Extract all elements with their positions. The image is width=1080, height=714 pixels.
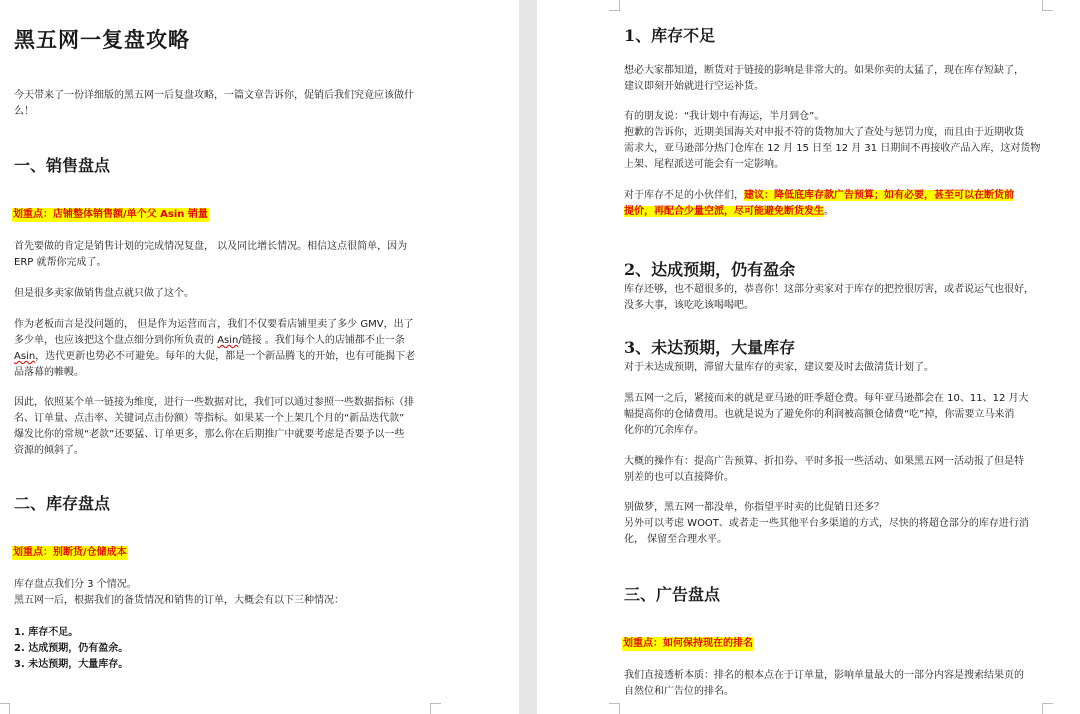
below-p2-line: 幅提高你的仓储费用。也就是说为了避免你的利润被高额仓储费“吃”掉，你需要立马来消 — [624, 409, 1015, 420]
list-item: 3. 未达预期，大量库存。 — [14, 659, 129, 670]
sales-paragraph-2: 但是很多卖家做销售盘点就只做了这个。 — [14, 288, 194, 299]
stock-p3-line-2 — [624, 204, 1014, 220]
section-heading-sales: 一、销售盘点 — [14, 156, 111, 175]
below-expectations-paragraph-3 — [624, 454, 1024, 486]
below-p2-line: 化你的冗余库存。 — [624, 425, 704, 436]
document-title: 黑五网一复盘攻略 — [14, 27, 190, 52]
stock-p2-line: 有的朋友说：“我计划中有海运，半月到仓”。 — [624, 111, 825, 122]
sales-p4-line: 资源的倾斜了。 — [14, 445, 84, 456]
below-p4-line: 另外可以考虑 WOOT、或者走一些其他平台多渠道的方式，尽快的将超仓部分的库存进行消 — [624, 518, 1029, 529]
stock-p1-line: 想必大家都知道，断货对于链接的影响是非常大的。如果你卖的太猛了，现在库存短缺了， — [624, 65, 1024, 76]
key-point-ads: 划重点：如何保持现在的排名 — [623, 638, 753, 649]
intro-line-1: 今天带来了一份详细版的黑五网一后复盘攻略，一篇文章告诉你，促销后我们究竟应该做什 — [14, 90, 414, 101]
margin-corner-mark — [0, 703, 10, 714]
sales-p3-line-3 — [14, 349, 415, 365]
document-page-right — [537, 0, 1080, 714]
stock-p3-text: 对于库存不足的小伙伴们， — [624, 190, 744, 201]
intro-paragraph — [14, 88, 414, 120]
met-expectations-paragraph — [624, 282, 1034, 314]
sales-p4-line: 爆发比你的常规“老款”还要猛、订单更多，那么你在后期推广中就要考虑是否要予以一些 — [14, 429, 405, 440]
page-gutter — [519, 0, 537, 714]
sales-p3-text: ，迭代更新也势必不可避免。每年的大促，都是一个新品腾飞的开始，也有可能揭下老 — [35, 351, 416, 362]
margin-corner-mark — [430, 703, 441, 714]
below-p4-line: 化， 保留至合理水平。 — [624, 534, 728, 545]
asin-word: Asin — [217, 335, 239, 346]
ads-p1-line: 我们直接透析本质：排名的根本点在于订单量，影响单量最大的一部分内容是搜索结果页的 — [624, 670, 1024, 681]
section-heading-ads: 三、广告盘点 — [624, 585, 721, 604]
below-expectations-paragraph-2 — [624, 391, 1029, 439]
list-item: 1. 库存不足。 — [14, 627, 79, 638]
subheading-insufficient-stock: 1、库存不足 — [624, 26, 716, 45]
inventory-paragraph-1 — [14, 577, 344, 609]
inventory-scenario-list — [14, 625, 128, 673]
stock-p2-line: 抱歉的告诉你，近期美国海关对申报不符的货物加大了查处与惩罚力度，而且由于近期收货 — [624, 127, 1024, 138]
sales-p1-line-1: 首先要做的肯定是销售计划的完成情况复盘， 以及同比增长情况。相信这点很简单，因为 — [14, 241, 408, 252]
below-p3-line: 别差的也可以直接降价。 — [624, 472, 734, 483]
stock-p2-line: 需求大，亚马逊部分热门仓库在 12 月 15 日至 12 月 31 日期间不再接收产品入库，这对货物 — [624, 143, 1041, 154]
margin-corner-mark — [609, 0, 620, 11]
sales-p4-line: 名、订单量、点击率、关键词点击份额）等指标。如果某一个上架几个月的“新品迭代款” — [14, 413, 405, 424]
asin-word: Asin — [14, 351, 36, 362]
below-expectations-paragraph-1: 对于未达成预期，滞留大量库存的卖家，建议要及时去做清货计划了。 — [624, 362, 934, 373]
below-p2-line: 黑五网一之后，紧接而来的就是亚马逊的旺季超仓费。每年亚马逊都会在 10、11、12 月大 — [624, 393, 1029, 404]
sales-p4-line: 因此，依照某个单一链接为维度，进行一些数据对比，我们可以通过参照一些数据指标（排 — [14, 397, 414, 408]
met-p-line: 没多大事，该吃吃该喝喝吧。 — [624, 300, 754, 311]
sales-p3-text: /链接 。我们每个人的店铺都不止一条 — [238, 335, 405, 346]
below-p4-line: 别做梦，黑五网一都没单，你指望平时卖的比促销日还多？ — [624, 502, 884, 513]
stock-p2-line: 上架、尾程派送可能会有一定影响。 — [624, 159, 784, 170]
below-expectations-paragraph-4 — [624, 500, 1029, 548]
margin-corner-mark — [1042, 703, 1053, 714]
stock-p3-line-1 — [624, 188, 1014, 204]
inventory-p1-line: 库存盘点我们分 3 个情况。 — [14, 579, 137, 590]
subheading-below-expectations: 3、未达预期，大量库存 — [624, 338, 796, 357]
met-p-line: 库存还够，也不超很多的，恭喜你！这部分卖家对于库存的把控很厉害，或者说运气也很好， — [624, 284, 1034, 295]
margin-corner-mark — [1042, 0, 1053, 11]
sales-paragraph-4 — [14, 395, 414, 459]
inventory-p1-line: 黑五网一后，根据我们的备货情况和销售的订单，大概会有以下三种情况： — [14, 595, 344, 606]
key-point-sales: 划重点：店铺整体销售额/单个父 Asin 销量 — [13, 209, 208, 220]
sales-p3-line-2 — [14, 333, 415, 349]
ads-paragraph-1 — [624, 668, 1024, 700]
sales-p3-line-4: 品落幕的帷幔。 — [14, 367, 84, 378]
subheading-met-expectations: 2、达成预期，仍有盈余 — [624, 260, 796, 279]
key-point-inventory: 划重点：别断货/仓储成本 — [13, 547, 127, 558]
stock-paragraph-1 — [624, 63, 1024, 95]
sales-p3-line-1: 作为老板而言是没问题的， 但是作为运营而言，我们不仅要看店铺里卖了多少 GMV，出了 — [14, 319, 414, 330]
sales-p1-line-2: ERP 就帮你完成了。 — [14, 257, 107, 268]
sales-paragraph-1 — [14, 239, 407, 271]
stock-p3-text: 。 — [824, 206, 834, 217]
stock-paragraph-2 — [624, 109, 1040, 173]
intro-line-2: 么！ — [14, 106, 34, 117]
sales-p3-text: 多少单，也应该把这个盘点细分到你所负责的 — [14, 335, 218, 346]
list-item: 2. 达成预期，仍有盈余。 — [14, 643, 129, 654]
highlighted-suggestion: 建议：降低底库存款广告预算；如有必要，甚至可以在断货前 — [744, 190, 1014, 201]
ads-p1-line: 自然位和广告位的排名。 — [624, 686, 734, 697]
sales-paragraph-3 — [14, 317, 415, 381]
below-p3-line: 大概的操作有：提高广告预算、折扣券、平时多报一些活动、如果黑五网一活动报了但是特 — [624, 456, 1024, 467]
stock-p1-line: 建议即刻开始就进行空运补货。 — [624, 81, 764, 92]
highlighted-suggestion: 提价，再配合少量空派，尽可能避免断货发生 — [624, 206, 824, 217]
stock-paragraph-3 — [624, 188, 1014, 220]
section-heading-inventory: 二、库存盘点 — [14, 494, 111, 513]
margin-corner-mark — [609, 703, 620, 714]
document-page-left — [0, 0, 519, 714]
